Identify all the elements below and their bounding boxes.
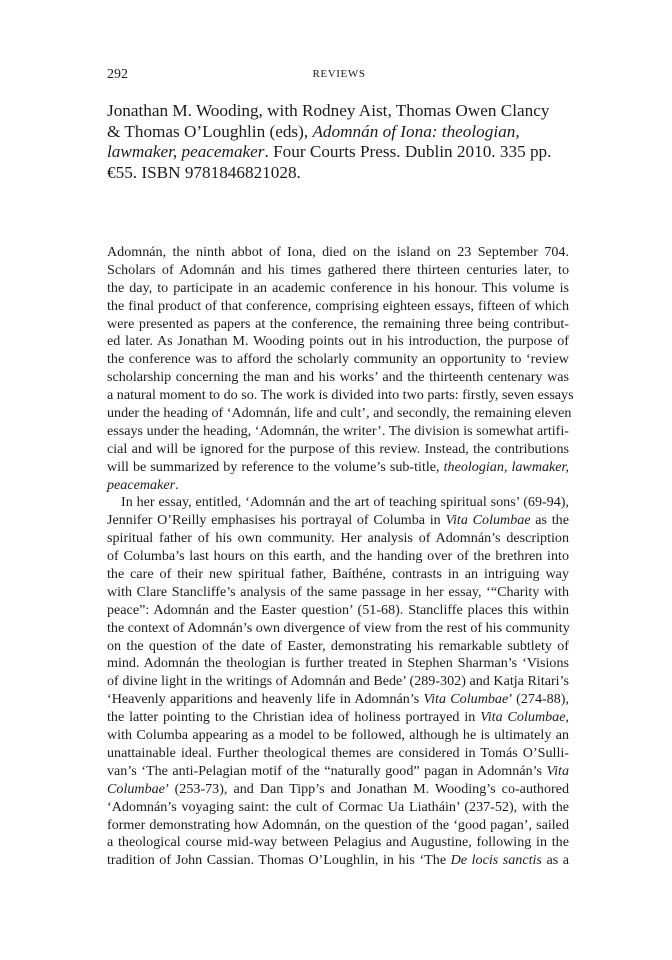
body-text: Adomnán, the ninth abbot of Iona, died on the island on 23 September 704. xyxy=(107,244,569,260)
body-text: spiritual father of his own community. Her analysis of Adomnán’s description xyxy=(107,530,569,547)
body-line xyxy=(107,655,569,673)
review-body xyxy=(107,244,574,870)
body-text: were presented as papers at the conference, the remaining three being contribut- xyxy=(107,315,569,332)
body-text: a natural moment to do so. The work is divided into two parts: firstly, seven essays xyxy=(107,387,574,404)
body-line xyxy=(107,566,569,584)
italic-text: Vita xyxy=(546,762,569,779)
citation-authors: Jonathan M. Wooding, with Rodney Aist, Thomas Owen Clancy & Thomas O’Loughlin (eds), xyxy=(107,101,550,141)
body-line xyxy=(107,709,569,727)
body-line xyxy=(107,262,569,280)
body-line xyxy=(107,298,569,316)
body-line xyxy=(107,691,569,709)
body-line xyxy=(107,369,569,387)
body-text: peace”: Adomnán and the Easter question’ (51-68). Stancliffe places this within xyxy=(107,601,569,618)
body-line xyxy=(107,333,569,351)
italic-text: Vita Columbae xyxy=(423,691,509,708)
body-line xyxy=(107,602,569,620)
body-text: the latter pointing to the Christian idea of holiness portrayed in xyxy=(107,709,481,726)
body-line xyxy=(107,799,569,817)
body-line xyxy=(107,548,569,566)
body-line xyxy=(107,316,569,334)
body-line xyxy=(107,459,569,477)
body-text: ‘Heavenly apparitions and heavenly life in Adomnán’s xyxy=(107,691,424,708)
book-citation xyxy=(107,101,563,183)
body-text: former demonstrating how Adomnán, on the question of the ‘good pagan’, sailed xyxy=(107,816,569,833)
body-text: essays under the heading, ‘Adomnán, the writer’. The division is somewhat artifi- xyxy=(107,422,569,439)
body-line xyxy=(107,405,572,423)
body-line xyxy=(107,852,569,870)
body-text: the day, to participate in an academic conference in his honour. This volume is xyxy=(107,279,569,296)
body-text: van’s ‘The anti-Pelagian motif of the “naturally good” pagan in Adomnán’s xyxy=(107,762,547,779)
body-text: ’ (274-88), xyxy=(508,691,569,708)
italic-text: Columbae xyxy=(107,780,165,797)
body-text: under the heading of ‘Adomnán, life and cult’, and secondly, the remaining eleven xyxy=(107,405,572,422)
body-line xyxy=(107,763,569,781)
italic-text: De locis sanctis xyxy=(450,852,542,869)
body-line xyxy=(107,530,569,548)
body-text: as the xyxy=(530,512,569,529)
body-line xyxy=(107,834,569,852)
body-line xyxy=(107,638,569,656)
body-text: of Columba’s last hours on this earth, and the handing over of the brethren into xyxy=(107,548,569,565)
body-text: with Columba appearing as a model to be followed, although he is ultimately an xyxy=(107,727,569,744)
body-line xyxy=(107,477,569,495)
body-text: the final product of that conference, comprising eighteen essays, fifteen of which xyxy=(107,297,569,314)
body-line xyxy=(107,244,569,262)
body-text: Scholars of Adomnán and his times gathered there thirteen centuries later, to xyxy=(107,261,569,278)
body-line xyxy=(107,727,569,745)
body-text: Jennifer O’Reilly emphasises his portrayal of Columba in xyxy=(107,512,446,529)
body-line xyxy=(107,494,569,512)
body-text: will be summarized by reference to the volume’s sub-title, xyxy=(107,458,444,475)
page-header xyxy=(107,67,571,87)
body-text: of divine light in the writings of Adomnán and Bede’ (289-302) and Katja Ritari’s xyxy=(107,673,569,690)
body-text: In her essay, entitled, ‘Adomnán and the art of teaching spiritual sons’ (69-94), xyxy=(121,494,569,511)
citation-details: . Four Courts Press. Dublin 2010. 335 pp. €55. ISBN 9781846821028. xyxy=(107,142,552,182)
body-text: ed later. As Jonathan M. Wooding points out in his introduction, the purpose of xyxy=(107,333,569,350)
body-text: ’ (253-73), and Dan Tipp’s and Jonathan M. Wooding’s co-authored xyxy=(164,780,569,797)
body-text: with Clare Stancliffe’s analysis of the same passage in her essay, ‘“Charity with xyxy=(107,583,569,600)
body-line xyxy=(107,620,569,638)
body-line xyxy=(107,280,569,298)
body-text: the conference was to afford the scholarly community an opportunity to ‘review xyxy=(107,351,569,368)
body-text: ‘Adomnán’s voyaging saint: the cult of Cormac Ua Liatháin’ (237-52), with the xyxy=(107,798,569,815)
body-line xyxy=(107,423,569,441)
body-line xyxy=(107,745,569,763)
body-text: , xyxy=(565,709,570,726)
body-text: unattainable ideal. Further theological themes are considered in Tomás O’Sulli- xyxy=(107,744,569,761)
body-line xyxy=(107,512,569,530)
body-line xyxy=(107,351,569,369)
running-head: REVIEWS xyxy=(312,68,366,80)
body-text: mind. Adomnán the theologian is further treated in Stephen Sharman’s ‘Visions xyxy=(107,655,569,672)
body-text: on the question of the date of Easter, demonstrating his remarkable subtlety of xyxy=(107,637,569,654)
body-text: . xyxy=(175,476,179,493)
body-line xyxy=(107,441,569,459)
body-line xyxy=(107,584,569,602)
body-text: a theological course mid-way between Pelagius and Augustine, following in the xyxy=(107,834,569,851)
italic-text: peacemaker xyxy=(107,476,176,493)
body-text: the context of Adomnán’s own divergence of view from the rest of his community xyxy=(107,619,570,636)
body-line xyxy=(107,387,574,405)
italic-text: Vita Columbae xyxy=(445,512,531,529)
body-line xyxy=(107,817,569,835)
italic-text: theologian, lawmaker, xyxy=(443,458,570,475)
body-text: the care of their new spiritual father, Baíthéne, contrasts in an intriguing way xyxy=(107,566,569,583)
body-line xyxy=(107,781,569,799)
body-text: as a xyxy=(541,852,570,869)
body-line xyxy=(107,673,569,691)
italic-text: Vita Columbae xyxy=(480,709,566,726)
body-text: tradition of John Cassian. Thomas O’Loughlin, in his ‘The xyxy=(107,852,451,869)
citation-title: Adomnán of Iona: theologian, lawmaker, peacemaker xyxy=(107,121,520,162)
page-number: 292 xyxy=(107,67,128,82)
body-text: cial and will be ignored for the purpose of this review. Instead, the contributions xyxy=(107,440,569,457)
body-text: scholarship concerning the man and his works’ and the thirteenth centenary was xyxy=(107,369,569,386)
